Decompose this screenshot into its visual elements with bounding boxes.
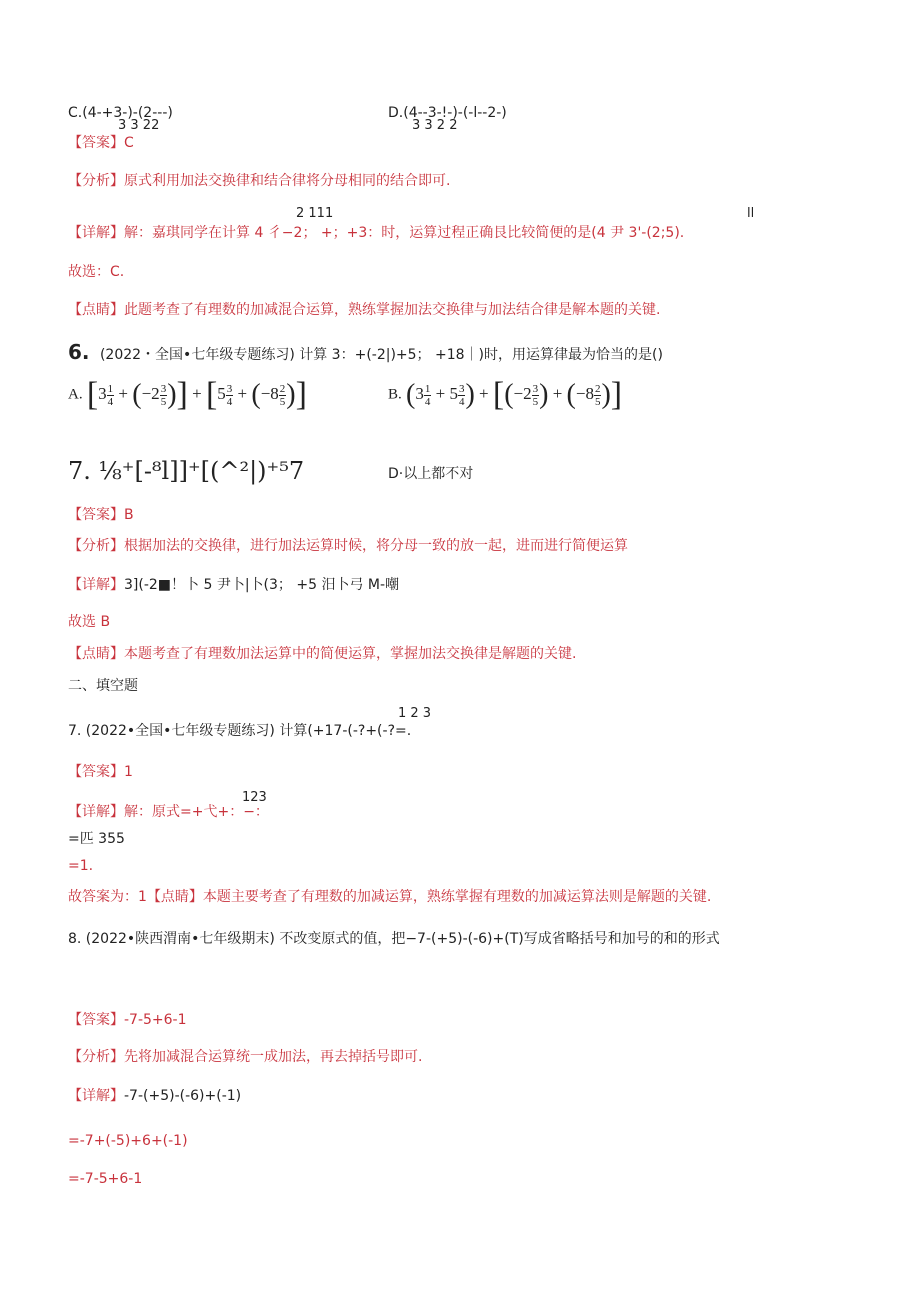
answer-tag: 【答案】 bbox=[68, 507, 124, 523]
option-d-none: D·以上都不对 bbox=[388, 466, 474, 482]
bracket: [ bbox=[86, 376, 99, 413]
f7-step-2: =1. bbox=[68, 858, 94, 874]
point-text: 此题考查了有理数的加减混合运算，熟练掌握加法交换律与加法结合律是解本题的关键. bbox=[124, 302, 661, 318]
f7-detail-superscripts: 123 bbox=[242, 790, 267, 805]
whole: −2 bbox=[141, 383, 160, 403]
analysis-tag: 【分析】 bbox=[68, 538, 124, 554]
question-6 bbox=[68, 340, 663, 367]
point-tag: 【点睛】 bbox=[68, 302, 124, 318]
answer-value: -7-5+6-1 bbox=[124, 1012, 187, 1028]
analysis-tag: 【分析】 bbox=[68, 1049, 124, 1065]
q6-point bbox=[68, 645, 576, 663]
q6-option-a: A. [3 $\frac{1}{4}$ + (−2 $\frac{3}{5}$ )] + [5 $\frac{3}{4}$ + (−8 $\frac{2}{5}$ )] bbox=[68, 376, 307, 413]
f7-superscripts: 1 2 3 bbox=[398, 706, 432, 721]
fraction: $\frac{2}{5}$ bbox=[594, 382, 601, 408]
detail-tag: 【详解】 bbox=[68, 225, 124, 241]
q5-detail bbox=[68, 224, 684, 242]
whole: −8 bbox=[575, 383, 594, 403]
whole: −8 bbox=[260, 383, 279, 403]
question-number: 6. bbox=[68, 340, 90, 364]
whole: 3 bbox=[415, 383, 424, 403]
f7-answer bbox=[68, 763, 133, 781]
detail-tag: 【详解】 bbox=[68, 1088, 124, 1104]
f8-detail bbox=[68, 1087, 241, 1105]
detail-text: 解：嘉琪同学在计算 4 彳−2； +；+3：时，运算过程正确艮比较简便的是(4 尹 3'-(2;5). bbox=[124, 225, 685, 241]
whole: 5 bbox=[449, 383, 458, 403]
fraction: $\frac{2}{5}$ bbox=[279, 382, 286, 408]
fraction: $\frac{3}{4}$ bbox=[458, 382, 465, 408]
f8-step-2: =-7-5+6-1 bbox=[68, 1171, 143, 1187]
point-text: 本题考查了有理数加法运算中的简便运算，掌握加法交换律是解题的关键. bbox=[124, 646, 577, 662]
option-d-subscripts: 3 3 2 2 bbox=[412, 118, 458, 133]
point-text: 本题主要考查了有理数的加减运算，熟练掌握有理数的加减运算法则是解题的关键. bbox=[202, 889, 712, 905]
option-label-a: A. bbox=[68, 386, 83, 403]
fraction: $\frac{3}{4}$ bbox=[226, 382, 233, 408]
q6-choice: 故选 B bbox=[68, 614, 111, 630]
q5-choice: 故选：C. bbox=[68, 264, 125, 280]
f8-analysis bbox=[68, 1048, 422, 1066]
q6-detail bbox=[68, 576, 399, 594]
f8-step-1: =-7+(-5)+6+(-1) bbox=[68, 1133, 188, 1149]
whole: 3 bbox=[98, 383, 107, 403]
section-heading: 二、填空题 bbox=[68, 678, 138, 694]
q5-detail-superscripts: 2 111 bbox=[296, 206, 334, 221]
q5-answer bbox=[68, 134, 134, 152]
fraction: $\frac{3}{5}$ bbox=[160, 382, 167, 408]
fill-question-7: 7. (2022•全国•七年级专题练习) 计算(+17-(-?+(-?=. bbox=[68, 723, 412, 739]
option-d: D.(4--3-!-)-(-l--2-) bbox=[388, 105, 507, 121]
point-tag: 【点睛】 bbox=[68, 646, 124, 662]
answer-tag: 【答案】 bbox=[68, 135, 124, 151]
option-c-subscripts: 3 3 22 bbox=[118, 118, 160, 133]
analysis-text: 原式利用加法交换律和结合律将分母相同的结合即可. bbox=[124, 173, 451, 189]
fraction: $\frac{3}{5}$ bbox=[532, 382, 539, 408]
final-answer: 故答案为：1 bbox=[68, 889, 147, 905]
analysis-text: 根据加法的交换律，进行加法运算时候，将分母一致的放一起，进而进行简便运算 bbox=[124, 538, 628, 554]
detail-text: 解：原式=+弋+：−： bbox=[124, 804, 269, 820]
detail-tag: 【详解】 bbox=[68, 804, 124, 820]
garbled-option-c: 7. ⅛⁺[-⁸l]]⁺[(^²|)⁺⁵7 bbox=[68, 457, 305, 485]
fraction: $\frac{1}{4}$ bbox=[107, 382, 114, 408]
whole: −2 bbox=[513, 383, 532, 403]
f7-step-1: =匹 355 bbox=[68, 831, 125, 847]
option-c: C.(4-+3-)-(2---) bbox=[68, 105, 173, 121]
point-tag: 【点睛】 bbox=[146, 889, 203, 905]
q5-analysis bbox=[68, 172, 450, 190]
answer-value: 1 bbox=[124, 764, 133, 780]
answer-value: B bbox=[124, 507, 134, 523]
whole: 5 bbox=[217, 383, 226, 403]
f7-conclusion bbox=[68, 888, 711, 906]
question-text: (2022・全国•七年级专题练习) 计算 3：+(-2|)+5； +18｜)时，用运算律最为恰当的是() bbox=[99, 347, 663, 363]
q5-point bbox=[68, 301, 660, 319]
detail-text: -7-(+5)-(-6)+(-1) bbox=[124, 1088, 242, 1104]
fill-question-8: 8. (2022•陕西渭南•七年级期末) 不改变原式的值，把−7-(+5)-(-6)+(T)写成省略括号和加号的和的形式 bbox=[68, 931, 720, 947]
q6-analysis bbox=[68, 537, 628, 555]
option-label-b: B. bbox=[388, 386, 402, 403]
detail-tag: 【详解】 bbox=[68, 577, 124, 593]
fraction: $\frac{1}{4}$ bbox=[424, 382, 431, 408]
answer-tag: 【答案】 bbox=[68, 1012, 124, 1028]
f7-detail bbox=[68, 803, 269, 821]
q5-detail-superscript-right: ll bbox=[747, 206, 755, 221]
detail-text: 3](-2■！卜 5 尹卜|卜(3； +5 汨卜弓 M-嘲 bbox=[124, 577, 400, 593]
q6-option-b: B. (3 $\frac{1}{4}$ + 5 $\frac{3}{4}$ ) + [(−2 $\frac{3}{5}$ ) + (−8 $\frac{2}{5}$ )] bbox=[388, 376, 623, 413]
analysis-tag: 【分析】 bbox=[68, 173, 124, 189]
answer-value: C bbox=[124, 135, 134, 151]
q6-answer bbox=[68, 506, 134, 524]
answer-tag: 【答案】 bbox=[68, 764, 124, 780]
analysis-text: 先将加减混合运算统一成加法，再去掉括号即可. bbox=[124, 1049, 423, 1065]
f8-answer bbox=[68, 1011, 187, 1029]
